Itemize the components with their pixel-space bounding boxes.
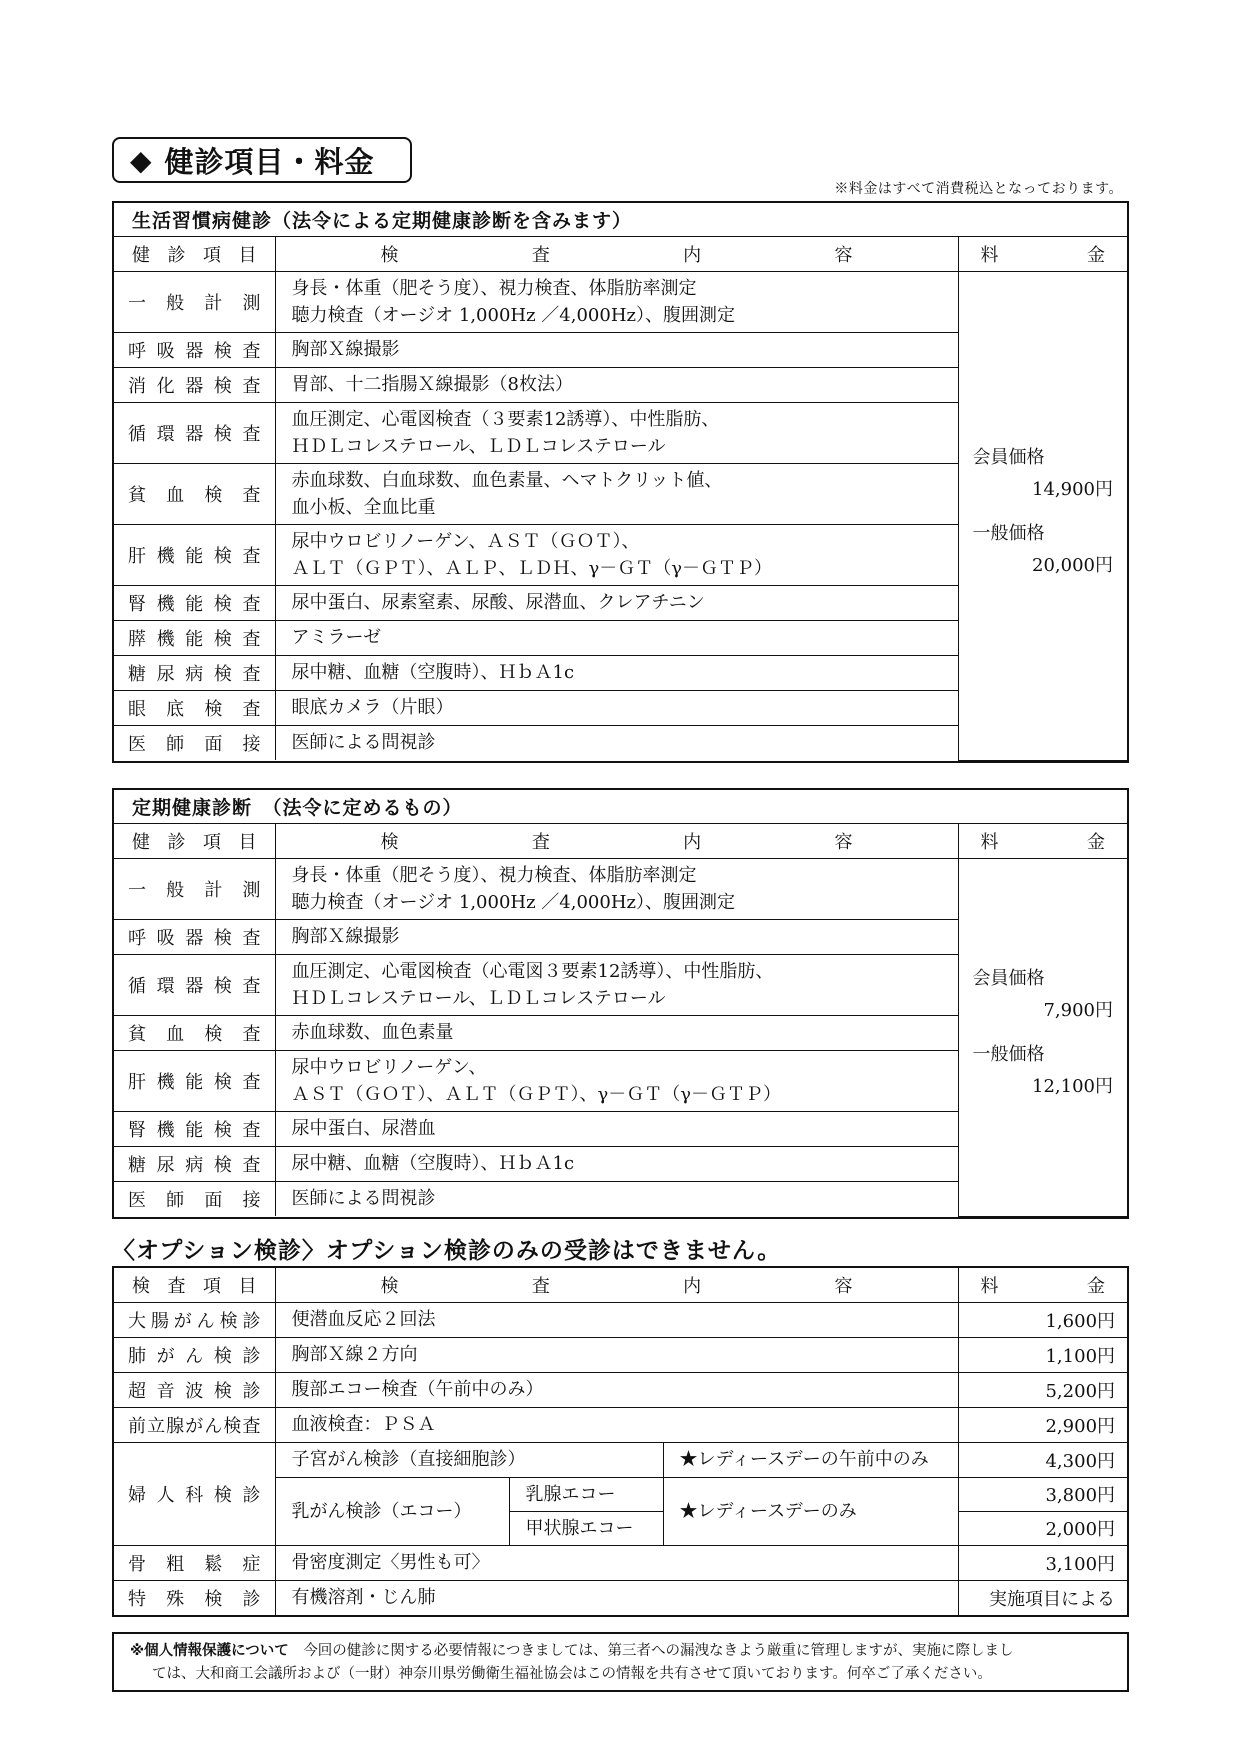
col-header-content: 検 査 内 容: [275, 824, 958, 858]
periodic-section: [112, 788, 1129, 1219]
item-content: [275, 402, 958, 463]
item-name: 消 化 器 検 査: [114, 367, 275, 402]
item-name: 一 般 計 測: [114, 858, 275, 919]
content-line: 尿中ウロビリノーゲン、: [291, 1056, 487, 1078]
page-title-text: 健診項目・料金: [164, 144, 375, 179]
periodic-header-row: [114, 824, 1127, 858]
member-price: 7,900円: [1043, 1000, 1113, 1021]
item-content: [275, 1181, 958, 1216]
gyn-thyroid-echo: 甲状腺エコー: [509, 1511, 663, 1545]
tax-note: ※料金はすべて消費税込となっております。: [834, 181, 1123, 197]
item-name: 婦 人 科 検 診: [114, 1442, 275, 1545]
content-line: 尿中糖、血糖（空腹時）、ＨｂＡ1c: [291, 1153, 575, 1174]
options-heading: 〈オプション検診〉オプション検診のみの受診はできません。: [112, 1238, 782, 1264]
options-table: [114, 1268, 1127, 1615]
table-row: [114, 1580, 1127, 1615]
privacy-label: ※個人情報保護について: [130, 1643, 289, 1659]
item-name: 腎 機 能 検 査: [114, 585, 275, 620]
item-content: [275, 463, 958, 524]
item-name: 腎 機 能 検 査: [114, 1111, 275, 1146]
content-line: ＨＤＬコレステロール、ＬＤＬコレステロール: [291, 987, 666, 1009]
item-name: 超 音 波 検 診: [114, 1372, 275, 1407]
content-line: 胸部Ｘ線撮影: [291, 339, 400, 360]
lifestyle-header-row: [114, 237, 1127, 271]
page-title: [112, 137, 412, 183]
table-row: [114, 1337, 1127, 1372]
col-header-content: 検 査 内 容: [275, 1268, 958, 1302]
content-line: ＨＤＬコレステロール、ＬＤＬコレステロール: [291, 435, 666, 457]
item-content: [275, 1015, 958, 1050]
content-line: ＡＬＴ（ＧＰＴ）、ＡＬＰ、ＬＤＨ、γ－ＧＴ（γ－ＧＴＰ）: [291, 557, 773, 579]
item-name: 膵 機 能 検 査: [114, 620, 275, 655]
general-price-label: 一般価格: [972, 1044, 1045, 1065]
fee-cell: [958, 271, 1127, 760]
item-content: 便潜血反応２回法: [275, 1302, 958, 1337]
item-content: [275, 620, 958, 655]
item-name: 循 環 器 検 査: [114, 954, 275, 1015]
content-line: 血圧測定、心電図検査（心電図３要素12誘導）、中性脂肪、: [291, 960, 774, 982]
gyn-cervical-fee: 4,300円: [958, 1442, 1127, 1477]
privacy-note: [112, 1632, 1129, 1692]
item-content: [275, 725, 958, 760]
item-name: 前 立 腺 が ん 検 査: [114, 1407, 275, 1442]
item-content: [275, 367, 958, 402]
item-content: [275, 524, 958, 585]
item-name: 肝 機 能 検 査: [114, 1050, 275, 1111]
member-price-label: 会員価格: [972, 968, 1045, 989]
item-content: [275, 1146, 958, 1181]
periodic-table: [114, 824, 1127, 1217]
item-content: [275, 954, 958, 1015]
gyn-cervical-note: ★レディースデーの午前中のみ: [663, 1442, 958, 1477]
item-name: 糖 尿 病 検 査: [114, 1146, 275, 1181]
item-fee: 2,900円: [958, 1407, 1127, 1442]
item-content: [275, 332, 958, 367]
privacy-line2: ては、大和商工会議所および（一財）神奈川県労働衛生福祉協会はこの情報を共有させて頂いております。何卒ご了承ください。: [152, 1666, 992, 1682]
content-line: 尿中蛋白、尿素窒素、尿酸、尿潜血、クレアチニン: [291, 592, 705, 613]
item-name: 骨 粗 鬆 症: [114, 1545, 275, 1580]
general-price: 12,100円: [1032, 1076, 1113, 1097]
col-header-fee: 料 金: [958, 824, 1127, 858]
content-line: アミラーゼ: [291, 627, 382, 648]
options-section: [112, 1266, 1129, 1617]
item-name: 循 環 器 検 査: [114, 402, 275, 463]
item-name: 眼 底 検 査: [114, 690, 275, 725]
content-line: 尿中ウロビリノーゲン、ＡＳＴ（ＧＯＴ）、: [291, 530, 640, 552]
item-name: 肝 機 能 検 査: [114, 524, 275, 585]
item-fee: 5,200円: [958, 1372, 1127, 1407]
item-content: 骨密度測定〈男性も可〉: [275, 1545, 958, 1580]
item-name: 特 殊 検 診: [114, 1580, 275, 1615]
item-content: [275, 858, 958, 919]
item-content: [275, 1050, 958, 1111]
content-line: ＡＳＴ（ＧＯＴ）、ＡＬＴ（ＧＰＴ）、γ－ＧＴ（γ－ＧＴＰ）: [291, 1083, 782, 1105]
item-name: 一 般 計 測: [114, 271, 275, 332]
gyn-thyroid-fee: 2,000円: [958, 1511, 1127, 1545]
periodic-heading: 定期健康診断 （法令に定めるもの）: [114, 790, 1127, 824]
lifestyle-heading: 生活習慣病健診（法令による定期健康診断を含みます）: [114, 203, 1127, 237]
fee-cell: [958, 858, 1127, 1216]
lifestyle-table: [114, 237, 1127, 761]
item-content: [275, 690, 958, 725]
table-row: [114, 858, 1127, 919]
content-line: 血小板、全血比重: [291, 496, 436, 518]
item-name: 糖 尿 病 検 査: [114, 655, 275, 690]
item-fee: 1,100円: [958, 1337, 1127, 1372]
gyn-breast-fee: 3,800円: [958, 1477, 1127, 1511]
gyn-breast-echo: 乳腺エコー: [509, 1477, 663, 1511]
item-name: 呼 吸 器 検 査: [114, 919, 275, 954]
table-row: [114, 1407, 1127, 1442]
gyn-breast-note: ★レディースデーのみ: [663, 1477, 958, 1545]
col-header-fee: 料 金: [958, 237, 1127, 271]
general-price: 20,000円: [1032, 554, 1113, 576]
table-row: [114, 1302, 1127, 1337]
table-row: [114, 1442, 1127, 1477]
content-line: 胃部、十二指腸Ｘ線撮影（8枚法）: [291, 374, 573, 395]
lifestyle-section: [112, 201, 1129, 763]
table-row: [114, 271, 1127, 332]
col-header-item: 健 診 項 目: [114, 237, 275, 271]
item-content: 血液検査：ＰＳＡ: [275, 1407, 958, 1442]
member-price-label: 会員価格: [972, 446, 1045, 468]
content-line: 身長・体重（肥そう度）、視力検査、体脂肪率測定: [291, 277, 697, 299]
diamond-icon: ◆: [130, 143, 153, 177]
item-content: 胸部Ｘ線２方向: [275, 1337, 958, 1372]
options-header-row: [114, 1268, 1127, 1302]
col-header-fee: 料 金: [958, 1268, 1127, 1302]
content-line: 眼底カメラ（片眼）: [291, 697, 454, 718]
content-line: 血圧測定、心電図検査（３要素12誘導）、中性脂肪、: [291, 408, 720, 430]
content-line: 胸部Ｘ線撮影: [291, 926, 400, 947]
item-content: [275, 1111, 958, 1146]
item-fee: 実施項目による: [958, 1580, 1127, 1615]
item-content: [275, 271, 958, 332]
content-line: 赤血球数、血色素量: [291, 1022, 454, 1043]
item-fee: 1,600円: [958, 1302, 1127, 1337]
item-name: 医 師 面 接: [114, 1181, 275, 1216]
item-fee: 3,100円: [958, 1545, 1127, 1580]
item-content: [275, 919, 958, 954]
item-name: 医 師 面 接: [114, 725, 275, 760]
content-line: 医師による問視診: [291, 1188, 436, 1210]
general-price-label: 一般価格: [972, 522, 1045, 544]
item-content: [275, 585, 958, 620]
item-content: [275, 655, 958, 690]
col-header-content: 検 査 内 容: [275, 237, 958, 271]
content-line: 身長・体重（肥そう度）、視力検査、体脂肪率測定: [291, 864, 697, 886]
col-header-item: 健 診 項 目: [114, 824, 275, 858]
privacy-line1: 今回の健診に関する必要情報につきましては、第三者への漏洩なきよう厳重に管理しますが、実施に際しまし: [303, 1643, 1014, 1659]
content-line: 尿中蛋白、尿潜血: [291, 1118, 436, 1139]
member-price: 14,900円: [1032, 478, 1113, 500]
table-row: [114, 1545, 1127, 1580]
item-content: 有機溶剤・じん肺: [275, 1580, 958, 1615]
content-line: 聴力検査（オージオ 1,000Hz ／4,000Hz）、腹囲測定: [291, 891, 736, 913]
table-row: [114, 1372, 1127, 1407]
content-line: 赤血球数、白血球数、血色素量、ヘマトクリット値、: [291, 469, 723, 491]
gyn-breast: 乳がん検診（エコー）: [275, 1477, 509, 1545]
item-name: 貧 血 検 査: [114, 1015, 275, 1050]
item-name: 肺 が ん 検 診: [114, 1337, 275, 1372]
item-name: 貧 血 検 査: [114, 463, 275, 524]
content-line: 聴力検査（オージオ 1,000Hz ／4,000Hz）、腹囲測定: [291, 304, 736, 326]
item-name: 大 腸 が ん 検 診: [114, 1302, 275, 1337]
item-name: 呼 吸 器 検 査: [114, 332, 275, 367]
content-line: 医師による問視診: [291, 732, 436, 754]
col-header-item: 検 査 項 目: [114, 1268, 275, 1302]
gyn-cervical: 子宮がん検診（直接細胞診）: [275, 1442, 663, 1477]
content-line: 尿中糖、血糖（空腹時）、ＨｂＡ1c: [291, 662, 575, 683]
item-content: 腹部エコー検査（午前中のみ）: [275, 1372, 958, 1407]
